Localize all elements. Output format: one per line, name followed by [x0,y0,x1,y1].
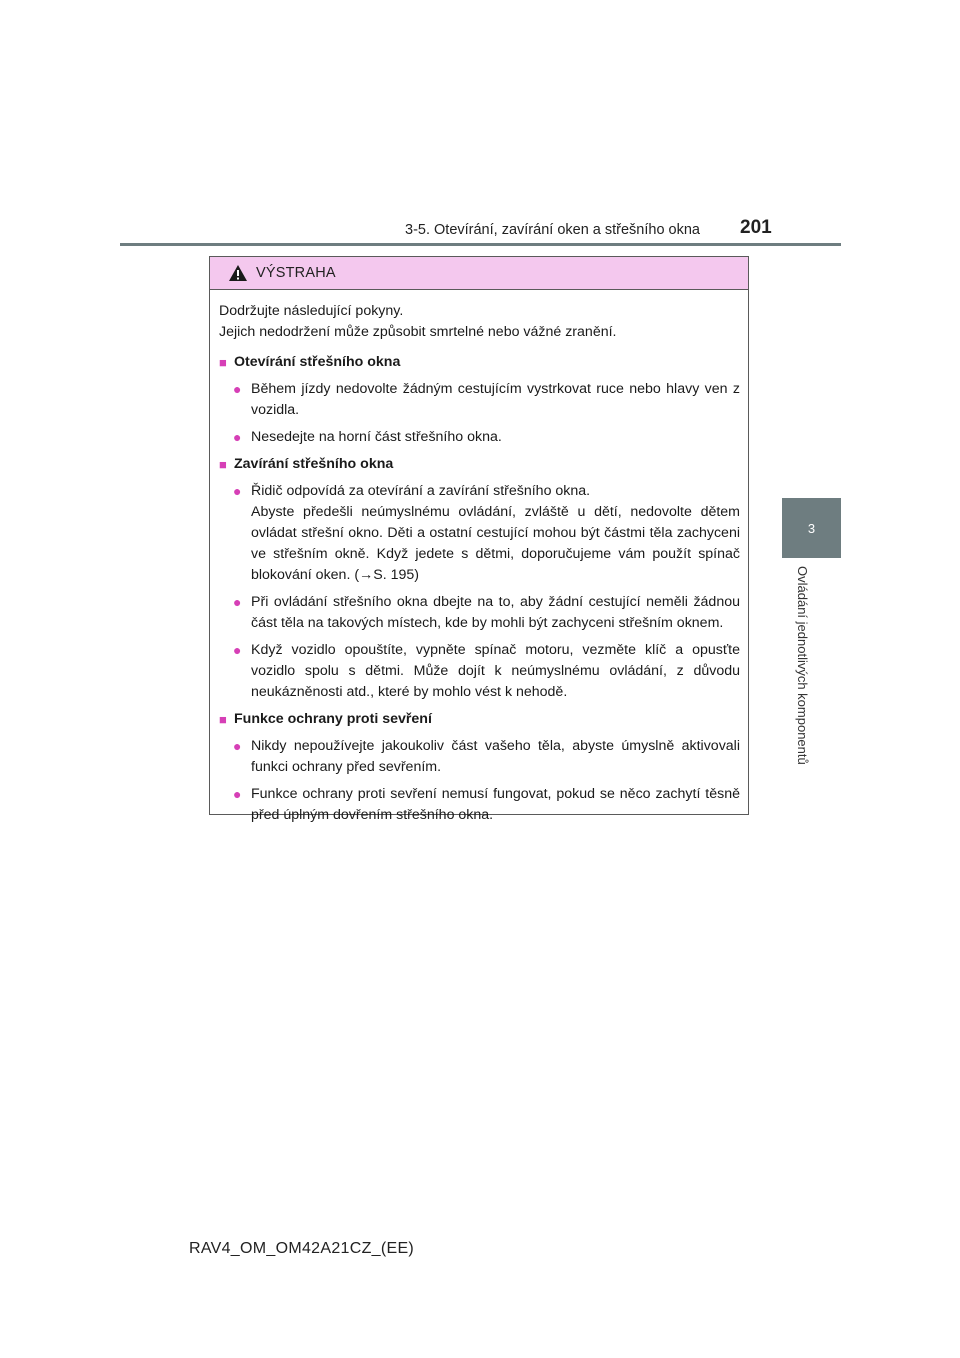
header-divider [120,243,841,246]
list-item-text: Při ovládání střešního okna dbejte na to, aby žádní cestující neměli žádnou část těla na takových místech, kde by mohli být zachyceni střešním oknem. [251,594,740,631]
section-heading-text: Funkce ochrany proti sevření [234,711,432,727]
list-item-text [251,481,740,586]
list-item-line: Řidič odpovídá za otevírání a zavírání střešního okna. [251,483,591,499]
list-item [233,481,740,586]
list-item-continuation: Abyste předešli neúmyslnému ovládání, zvláště u dětí, nedovolte dětem ovládat střešní okno. Děti a ostatní cestující mohou být částmi těla zachyceni ve střešním okně. Když jedete s dětmi, doporučujeme vám použít spínač blokování oken. (→S. 195) [251,504,740,583]
list-item [233,592,740,634]
list-item [233,736,740,778]
square-bullet-icon: ■ [219,712,227,727]
list-item [233,427,740,448]
list-item-text: Když vozidlo opouštíte, vypněte spínač motoru, vezměte klíč a opusťte vozidlo spolu s dětmi. Může dojít k neúmyslnému ovládání, z důvodu neukázněnosti atd., které by mohlo vést k nehodě. [251,642,740,700]
list-item-text: Funkce ochrany proti sevření nemusí fungovat, pokud se něco zachytí těsně před úplným dovřením střešního okna. [251,786,740,823]
list-item-text: Nikdy nepoužívejte jakoukoliv část vašeho těla, abyste úmyslně aktivovali funkci ochrany před sevřením. [251,738,740,775]
round-bullet-icon: ● [233,381,242,397]
round-bullet-icon: ● [233,642,242,658]
round-bullet-icon: ● [233,429,242,445]
warning-header [210,257,748,290]
section-heading [219,454,740,475]
section-heading-text: Zavírání střešního okna [234,456,394,472]
warning-triangle-icon [228,264,248,282]
round-bullet-icon: ● [233,738,242,754]
header-title: 3-5. Otevírání, zavírání oken a střešního okna [405,222,700,238]
warning-box [209,256,749,823]
document-code: RAV4_OM_OM42A21CZ_(EE) [189,1240,415,1257]
warning-body [210,290,748,826]
round-bullet-icon: ● [233,594,242,610]
round-bullet-icon: ● [233,483,242,499]
warning-title: VÝSTRAHA [256,265,336,281]
list-item-text: Nesedejte na horní část střešního okna. [251,429,502,445]
intro-line: Dodržujte následující pokyny. [219,303,404,319]
list-item-text: Během jízdy nedovolte žádným cestujícím vystrkovat ruce nebo hlavy ven z vozidla. [251,381,740,418]
page-number: 201 [740,217,772,238]
round-bullet-icon: ● [233,786,242,802]
square-bullet-icon: ■ [219,355,227,370]
list-item [233,379,740,421]
section-heading [219,709,740,730]
warning-intro [219,301,740,343]
chapter-number: 3 [807,520,816,536]
section-heading [219,352,740,373]
section-heading-text: Otevírání střešního okna [234,354,401,370]
square-bullet-icon: ■ [219,457,227,472]
chapter-tab [782,498,841,558]
list-item [233,640,740,703]
list-item [233,784,740,826]
chapter-label: Ovládání jednotlivých komponentů [795,566,810,765]
intro-line: Jejich nedodržení může způsobit smrtelné nebo vážné zranění. [219,324,617,340]
